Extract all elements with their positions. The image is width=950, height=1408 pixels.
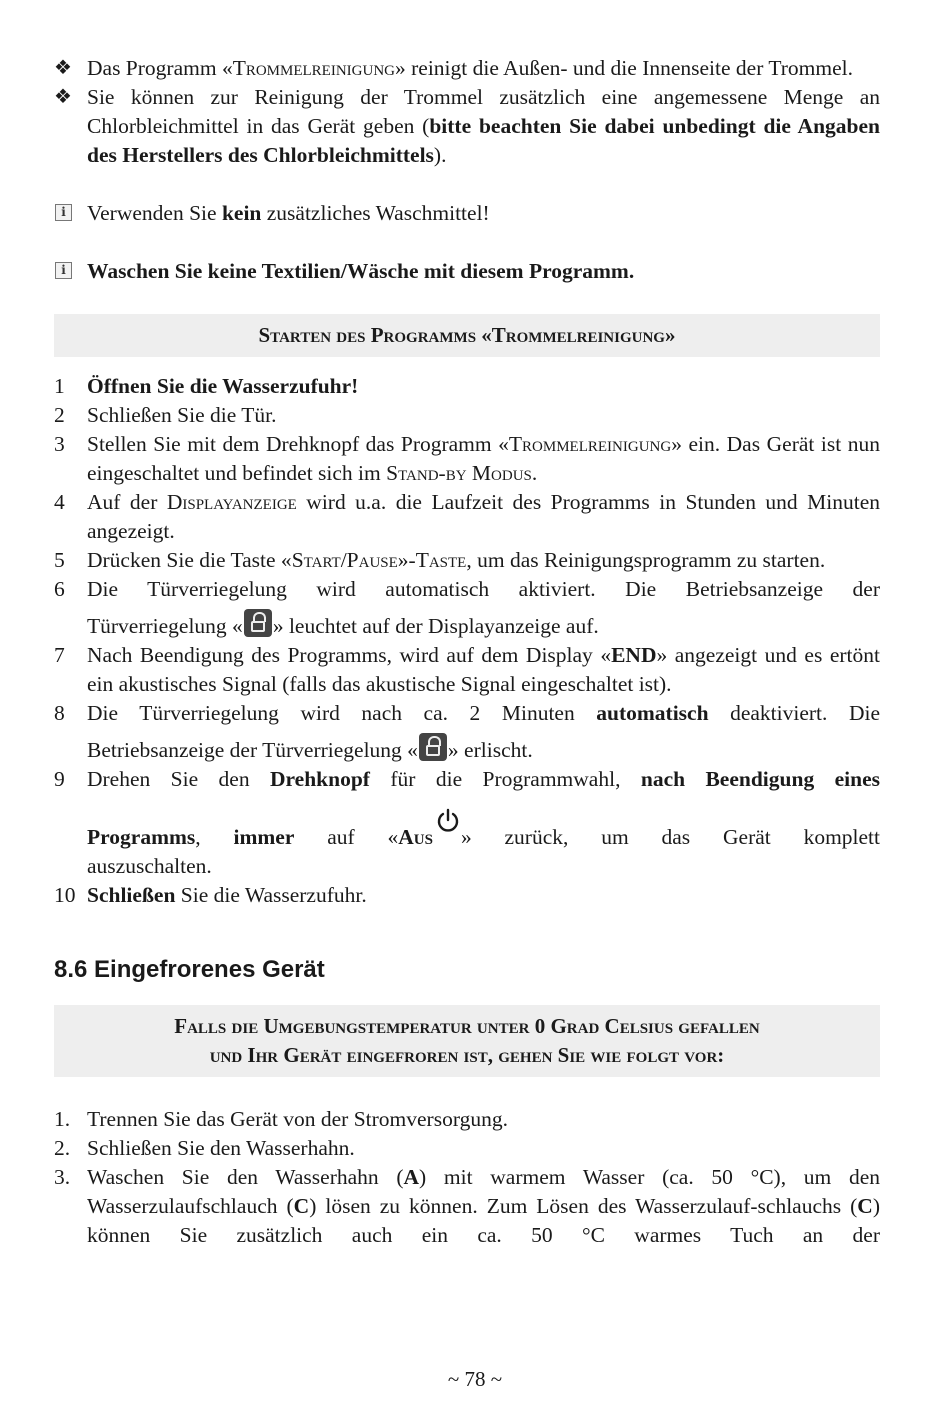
list-item: 3 Stellen Sie mit dem Drehknopf das Programm «Trommelreinigung» ein. Das Gerät ist nun eingeschaltet und befindet sich im Stand-by Modus. <box>54 432 880 485</box>
diamond-bullet-icon: ❖ <box>54 57 72 79</box>
info-icon: i <box>55 262 72 279</box>
list-item: 8 Die Türverriegelung wird nach ca. 2 Minuten automatisch deaktiviert. Die Betriebsanzeige der Türverriegelung « » erlischt. <box>54 701 880 762</box>
bullet-item: ❖ Das Programm «Trommelreinigung» reinigt die Außen- und die Innenseite der Trommel. <box>54 54 880 83</box>
info-note: i Waschen Sie keine Textilien/Wäsche mit diesem Programm. <box>54 257 880 286</box>
bullet-item: ❖ Sie können zur Reinigung der Trommel zusätzlich eine angemessene Menge an Chlorbleichmittel in das Gerät geben (bitte beachten Sie dabei unbedingt die Angaben des Herstellers des Chlorbleichmittels). <box>54 85 880 167</box>
list-item: 3. Waschen Sie den Wasserhahn (A) mit warmem Wasser (ca. 50 °C), um den Wasserzulaufschlauch (C) lösen zu können. Zum Lösen des Wasserzulauf-schlauchs (C) können Sie zusätzlich auch ein ca. 50 °C warmes Tuch an der <box>54 1165 880 1247</box>
frozen-steps-list <box>54 1105 880 1250</box>
list-item: 4 Auf der Displayanzeige wird u.a. die Laufzeit des Programms in Stunden und Minuten angezeigt. <box>54 490 880 543</box>
list-item: 2 Schließen Sie die Tür. <box>54 403 277 427</box>
steps-list <box>54 372 880 910</box>
list-item: 1. Trennen Sie das Gerät von der Stromversorgung. <box>54 1107 508 1131</box>
lock-icon <box>244 609 272 637</box>
list-item: 1 Öffnen Sie die Wasserzufuhr! <box>54 374 359 398</box>
list-item: 10 Schließen Sie die Wasserzufuhr. <box>54 883 367 907</box>
diamond-bullet-icon: ❖ <box>54 86 72 108</box>
info-icon: i <box>55 204 72 221</box>
list-item: 5 Drücken Sie die Taste «Start/Pause»-Taste, um das Reinigungsprogramm zu starten. <box>54 548 826 572</box>
page-number: ~ 78 ~ <box>447 1367 503 1391</box>
list-item: 7 Nach Beendigung des Programms, wird auf dem Display «END» angezeigt und es ertönt ein akustisches Signal (falls das akustische Signal eingeschaltet ist). <box>54 643 880 696</box>
lock-icon <box>419 733 447 761</box>
info-note: i Verwenden Sie kein zusätzliches Waschmittel! <box>54 199 880 228</box>
power-icon <box>435 808 461 834</box>
list-item: 9 Drehen Sie den Drehknopf für die Programmwahl, nach Beendigung eines Programms, immer auf «Aus » zurück, um das Gerät komplett auszuschalten. <box>54 767 881 878</box>
list-item: 2. Schließen Sie den Wasserhahn. <box>54 1136 355 1160</box>
section-banner: Falls die Umgebungstemperatur unter 0 Grad Celsius gefallen und Ihr Gerät eingefroren ist, gehen Sie wie folgt vor: <box>54 1005 880 1077</box>
section-banner: Starten des Programms «Trommelreinigung» <box>54 314 880 357</box>
page-content <box>54 54 880 1250</box>
list-item: 6 Die Türverriegelung wird automatisch aktiviert. Die Betriebsanzeige der Türverriegelung « » leuchtet auf der Displayanzeige auf. <box>54 577 880 638</box>
section-heading: 8.6 Eingefrorenes Gerät <box>54 956 325 983</box>
